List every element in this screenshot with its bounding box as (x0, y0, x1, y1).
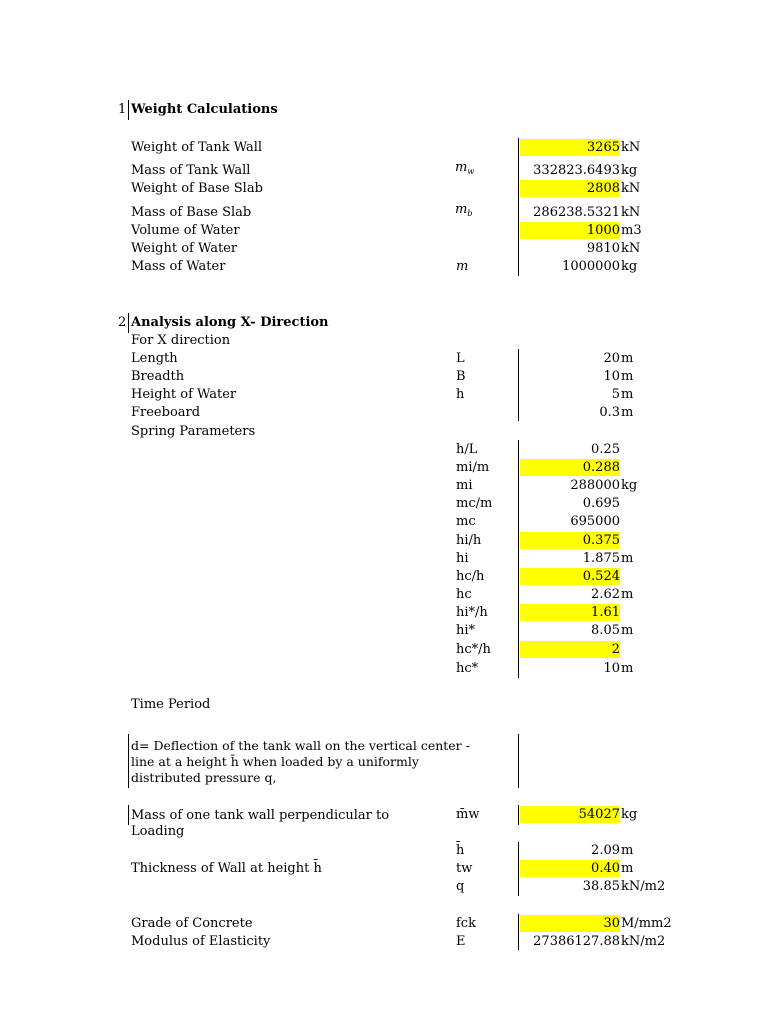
symbol-hi-over-h: hi/h (456, 533, 482, 548)
unit-hbar: m (621, 843, 634, 858)
value-freeboard[interactable]: 0.3 (599, 405, 620, 420)
value-tw[interactable]: 0.40 (591, 861, 620, 876)
symbol-E: E (456, 934, 466, 949)
value-column-border (518, 914, 519, 950)
unit-mass-water: kg (621, 259, 638, 274)
value-E[interactable]: 27386127.88 (533, 934, 620, 949)
unit-height-water: m (621, 387, 634, 402)
value-hc-star[interactable]: 10 (603, 661, 620, 676)
unit-q: kN/m2 (621, 879, 666, 894)
symbol-hc-star-over-h: hc*/h (456, 642, 491, 657)
value-weight-water[interactable]: 9810 (586, 241, 620, 256)
label-grade-concrete: Grade of Concrete (131, 916, 253, 931)
deflection-description: d= Deflection of the tank wall on the vertical center -line at a height h̄ when loaded by a uniformly distributed pressure q, (131, 738, 470, 785)
symbol-mbar-w: m̄w (456, 807, 480, 822)
value-mi[interactable]: 288000 (570, 478, 620, 493)
section-1-divider (128, 100, 129, 120)
value-hi-star[interactable]: 8.05 (591, 623, 620, 638)
unit-mass-tank-wall: kg (621, 163, 638, 178)
label-breadth: Breadth (131, 369, 185, 384)
value-hc-star-over-h[interactable]: 2 (611, 642, 620, 657)
section-1-title: Weight Calculations (131, 102, 278, 117)
symbol-h: h (456, 387, 465, 402)
symbol-mc-over-m: mc/m (456, 496, 493, 511)
unit-weight-tank-wall: kN (621, 140, 641, 155)
value-mc[interactable]: 695000 (570, 514, 620, 529)
value-mc-over-m[interactable]: 0.695 (582, 496, 620, 511)
unit-fck: M/mm2 (621, 916, 672, 931)
section-2-number: 2 (118, 315, 127, 330)
value-breadth[interactable]: 10 (603, 369, 620, 384)
unit-freeboard: m (621, 405, 634, 420)
symbol-mw: $m_w$ (455, 160, 475, 176)
symbol-mi: mi (456, 478, 473, 493)
unit-hi: m (621, 551, 634, 566)
value-hc[interactable]: 2.62 (591, 587, 620, 602)
symbol-fck: fck (456, 916, 476, 931)
symbol-mi-over-m: mi/m (456, 460, 490, 475)
unit-hc-star: m (621, 661, 634, 676)
section-2-title: Analysis along X- Direction (131, 315, 329, 330)
value-column-border (518, 138, 519, 276)
label-spring-parameters: Spring Parameters (131, 424, 256, 439)
unit-length: m (621, 351, 634, 366)
value-hi[interactable]: 1.875 (582, 551, 620, 566)
symbol-hc-over-h: hc/h (456, 569, 485, 584)
label-mass-water: Mass of Water (131, 259, 226, 274)
symbol-hi: hi (456, 551, 469, 566)
value-hbar[interactable]: 2.09 (591, 843, 620, 858)
unit-weight-water: kN (621, 241, 641, 256)
label-weight-tank-wall: Weight of Tank Wall (131, 140, 263, 155)
label-thickness-wall: Thickness of Wall at height h̄ (131, 861, 322, 876)
deflection-left-border (128, 734, 129, 788)
value-volume-water[interactable]: 1000 (586, 223, 620, 238)
value-weight-base-slab[interactable]: 2808 (586, 181, 620, 196)
value-column-border (518, 440, 519, 678)
symbol-hi-star-over-h: hi*/h (456, 605, 488, 620)
symbol-mb: $m_b$ (455, 202, 473, 218)
value-mass-base-slab[interactable]: 286238.5321 (533, 205, 620, 220)
value-hi-star-over-h[interactable]: 1.61 (591, 605, 620, 620)
symbol-hc-star: hc* (456, 661, 479, 676)
value-h-over-L[interactable]: 0.25 (591, 442, 620, 457)
section-2-subtitle: For X direction (131, 333, 231, 348)
value-column-border (518, 805, 519, 825)
symbol-hi-star: hi* (456, 623, 476, 638)
label-weight-water: Weight of Water (131, 241, 238, 256)
symbol-tw: tw (456, 861, 473, 876)
symbol-h-over-L: h/L (456, 442, 478, 457)
label-height-water: Height of Water (131, 387, 237, 402)
symbol-B: B (456, 369, 466, 384)
value-fck[interactable]: 30 (603, 916, 620, 931)
symbol-q: q (456, 879, 465, 894)
unit-hc: m (621, 587, 634, 602)
label-freeboard: Freeboard (131, 405, 201, 420)
value-column-border (518, 842, 519, 896)
unit-mass-base-slab: kN (621, 205, 641, 220)
value-column-border (518, 349, 519, 421)
symbol-hc: hc (456, 587, 472, 602)
unit-hi-star: m (621, 623, 634, 638)
unit-mi: kg (621, 478, 638, 493)
unit-mass-one-wall: kg (621, 807, 638, 822)
value-weight-tank-wall[interactable]: 3265 (586, 140, 620, 155)
unit-breadth: m (621, 369, 634, 384)
label-weight-base-slab: Weight of Base Slab (131, 181, 263, 196)
deflection-right-border (518, 734, 519, 788)
unit-tw: m (621, 861, 634, 876)
value-mass-tank-wall[interactable]: 332823.6493 (533, 163, 620, 178)
value-hi-over-h[interactable]: 0.375 (582, 533, 620, 548)
symbol-L: L (456, 351, 465, 366)
label-time-period: Time Period (131, 697, 211, 712)
label-length: Length (131, 351, 178, 366)
symbol-m: m (456, 259, 469, 274)
label-modulus-elasticity: Modulus of Elasticity (131, 934, 271, 949)
label-mass-base-slab: Mass of Base Slab (131, 205, 252, 220)
unit-volume-water: m3 (621, 223, 642, 238)
label-mass-tank-wall: Mass of Tank Wall (131, 163, 251, 178)
label-mass-one-wall: Mass of one tank wall perpendicular to Loading (131, 808, 390, 839)
unit-E: kN/m2 (621, 934, 666, 949)
value-mi-over-m[interactable]: 0.288 (582, 460, 620, 475)
symbol-mc: mc (456, 514, 476, 529)
section-1-number: 1 (118, 102, 127, 117)
unit-weight-base-slab: kN (621, 181, 641, 196)
value-hc-over-h[interactable]: 0.524 (582, 569, 620, 584)
value-height-water[interactable]: 5 (611, 387, 620, 402)
value-mass-water[interactable]: 1000000 (562, 259, 620, 274)
value-length[interactable]: 20 (603, 351, 620, 366)
label-volume-water: Volume of Water (131, 223, 240, 238)
value-mass-one-wall[interactable]: 54027 (578, 807, 620, 822)
symbol-hbar: h̄ (456, 843, 465, 858)
value-q[interactable]: 38.85 (582, 879, 620, 894)
mass-wall-left-border (128, 805, 129, 825)
section-2-divider (128, 313, 129, 333)
